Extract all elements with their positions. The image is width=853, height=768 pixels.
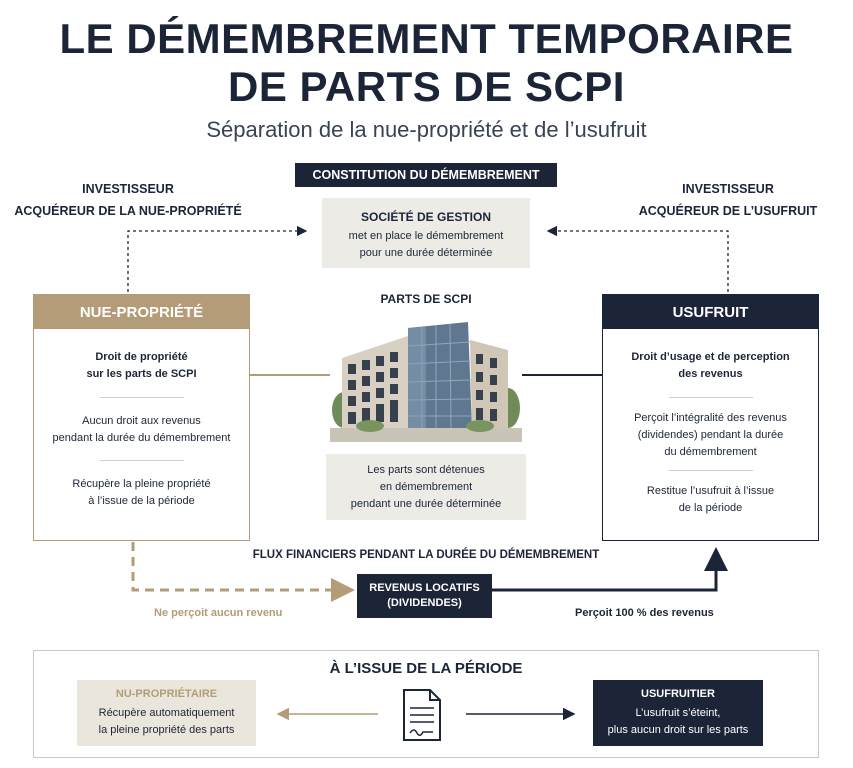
parts-caption-line2: en démembrement — [379, 480, 473, 493]
usufruit-point2-line1: Restitue l’usufruit à l’issue — [646, 485, 775, 497]
nue-right-line1: Droit de propriété — [95, 351, 188, 363]
usufruitier-title: USUFRUITIER — [641, 687, 715, 700]
usufruit-point1-line3: du démembrement — [664, 446, 757, 458]
nue-point2 — [34, 476, 249, 510]
left-investor-line2: ACQUÉREUR DE LA NUE-PROPRIÉTÉ — [14, 204, 242, 218]
constitution-banner: CONSTITUTION DU DÉMEMBREMENT — [295, 163, 557, 187]
usufruit-point1-line2: (dividendes) pendant la durée — [637, 429, 784, 441]
divider — [100, 460, 184, 461]
usufruit-box — [602, 294, 819, 541]
right-investor-label — [603, 178, 853, 222]
issue-title: À L’ISSUE DE LA PÉRIODE — [329, 660, 523, 677]
societe-gestion-title: SOCIÉTÉ DE GESTION — [360, 210, 492, 224]
usufruitier-box — [593, 680, 763, 746]
left-investor-connector — [128, 231, 306, 292]
societe-gestion-text2: pour une durée déterminée — [359, 247, 493, 259]
revenus-line2: (DIVIDENDES) — [387, 597, 462, 609]
usufruit-point1 — [603, 410, 818, 461]
usufruit-right-line2: des revenus — [678, 368, 743, 380]
nue-point2-line2: à l’issue de la période — [88, 495, 195, 507]
nue-propriete-box — [33, 294, 250, 541]
nue-propriete-header: NUE-PROPRIÉTÉ — [34, 295, 249, 329]
divider — [669, 470, 753, 471]
societe-gestion-box — [322, 198, 530, 268]
nue-point2-line1: Récupère la pleine propriété — [72, 478, 211, 490]
parts-caption-box — [326, 454, 526, 520]
usufruit-right-line1: Droit d’usage et de perception — [631, 351, 790, 363]
usufruit-point2 — [603, 483, 818, 517]
right-investor-connector — [548, 231, 728, 292]
right-investor-line1: INVESTISSEUR — [682, 182, 774, 196]
nu-proprietaire-box — [77, 680, 256, 746]
usufruitier-text2: plus aucun droit sur les parts — [607, 723, 749, 736]
nue-point1-line2: pendant la durée du démembrement — [52, 432, 231, 444]
usufruit-point1-line1: Perçoit l’intégralité des revenus — [634, 412, 787, 424]
page-title-line1: LE DÉMEMBREMENT TEMPORAIRE — [59, 15, 794, 62]
nu-proprietaire-title: NU-PROPRIÉTAIRE — [115, 687, 218, 700]
nue-flux-note: Ne perçoit aucun revenu — [154, 607, 283, 619]
parts-caption-line1: Les parts sont détenues — [367, 463, 485, 476]
left-investor-line1: INVESTISSEUR — [82, 182, 174, 196]
flux-title: FLUX FINANCIERS PENDANT LA DURÉE DU DÉMEMBREMENT — [252, 549, 600, 561]
nu-proprietaire-text1: Récupère automatiquement — [98, 706, 235, 719]
nue-point1-line1: Aucun droit aux revenus — [82, 415, 201, 427]
usufruitier-text1: L’usufruit s’éteint, — [635, 706, 721, 719]
revenus-line1: REVENUS LOCATIFS — [369, 582, 480, 594]
nu-proprietaire-text2: la pleine propriété des parts — [98, 723, 235, 736]
revenus-locatifs-box — [357, 574, 492, 618]
document-icon — [402, 688, 442, 742]
nue-point1 — [34, 413, 249, 447]
nue-right-line2: sur les parts de SCPI — [86, 368, 197, 380]
nue-propriete-right — [34, 349, 249, 383]
right-investor-line2: ACQUÉREUR DE L’USUFRUIT — [638, 204, 818, 218]
usufruit-flux-note: Perçoit 100 % des revenus — [575, 607, 714, 619]
usufruit-right — [603, 349, 818, 383]
divider — [669, 397, 753, 398]
usufruit-point2-line2: de la période — [678, 502, 743, 514]
page-subtitle: Séparation de la nue-propriété et de l’usufruit — [206, 117, 647, 142]
building-image — [330, 318, 522, 442]
usufruit-header: USUFRUIT — [603, 295, 818, 329]
parts-caption-line3: pendant une durée déterminée — [350, 497, 502, 510]
divider — [100, 397, 184, 398]
societe-gestion-text1: met en place le démembrement — [348, 230, 504, 242]
page-title-line2: DE PARTS DE SCPI — [228, 63, 625, 110]
parts-label: PARTS DE SCPI — [380, 292, 472, 306]
left-investor-label — [3, 178, 253, 222]
